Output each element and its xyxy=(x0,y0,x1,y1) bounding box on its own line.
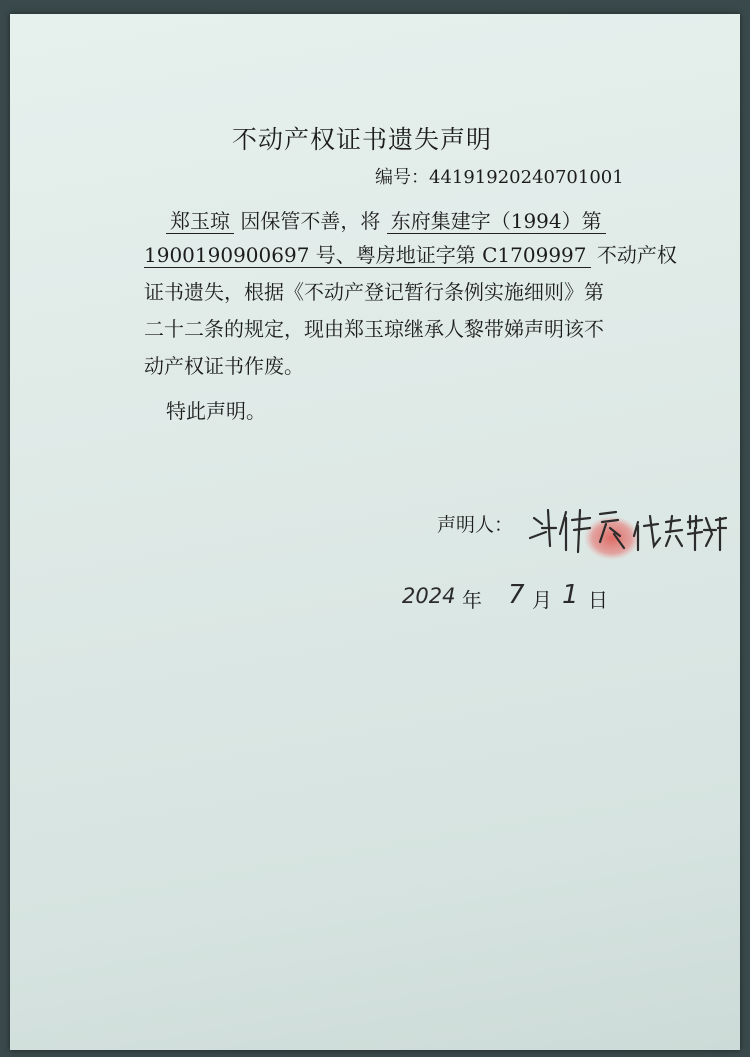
signature xyxy=(520,488,730,568)
document-title: 不动产权证书遗失声明 xyxy=(232,125,493,154)
body-text-b: 不动产权 xyxy=(596,243,677,267)
date-line xyxy=(400,580,640,620)
body-line-2 xyxy=(144,239,677,268)
date-day-unit: 日 xyxy=(588,588,608,612)
body-line-5: 动产权证书作废。 xyxy=(144,354,304,378)
declarant-label: 声明人： xyxy=(437,514,514,536)
owner-name: 郑玉琼 xyxy=(166,209,234,234)
date-month-unit: 月 xyxy=(532,588,552,612)
date-year: 2024 xyxy=(402,584,456,608)
body-line-3: 证书遗失，根据《不动产登记暂行条例实施细则》第 xyxy=(144,280,604,304)
number-label: 编号： xyxy=(375,167,429,188)
cert-ref-2: 1900190900697 号、粤房地证字第 C1709997 xyxy=(144,243,591,268)
signature-graphic xyxy=(520,488,730,568)
body-line-6: 特此声明。 xyxy=(166,399,266,423)
body-text-a: 因保管不善，将 xyxy=(240,209,381,233)
document-number xyxy=(375,163,624,189)
body-line-4: 二十二条的规定，现由郑玉琼继承人黎带娣声明该不 xyxy=(144,317,604,341)
fingerprint-seal xyxy=(584,516,640,560)
number-value: 44191920240701001 xyxy=(429,167,624,188)
date-day: 1 xyxy=(562,580,579,610)
body-line-1 xyxy=(166,205,666,234)
cert-ref-1: 东府集建字（1994）第 xyxy=(387,209,606,234)
date-year-unit: 年 xyxy=(462,588,482,612)
date-month: 7 xyxy=(508,580,525,610)
